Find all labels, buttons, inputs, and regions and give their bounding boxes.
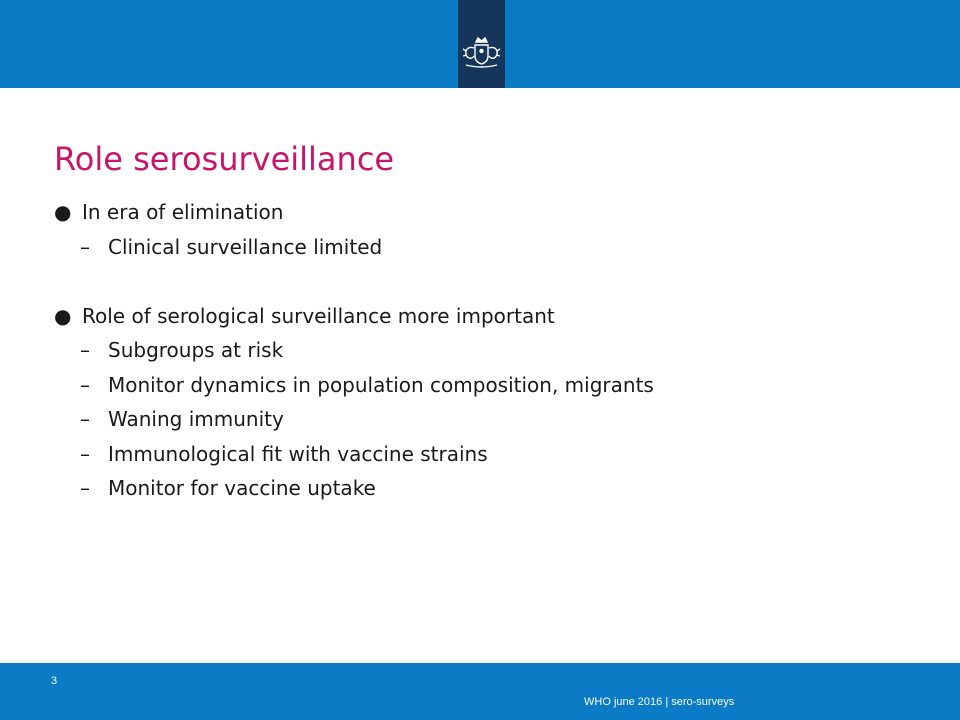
bullet-marker: ●	[54, 200, 72, 224]
sub-bullet-item	[54, 230, 934, 265]
sub-bullet-text: Waning immunity	[108, 407, 284, 431]
sub-bullet-item	[54, 333, 934, 368]
bullet-list	[54, 195, 934, 506]
sub-bullet-text: Clinical surveillance limited	[108, 234, 383, 259]
sub-bullet-marker: –	[80, 476, 90, 500]
bullet-item	[54, 195, 934, 230]
sub-bullet-marker: –	[80, 407, 90, 431]
coat-of-arms-icon	[460, 36, 503, 70]
bullet-text: Role of serological surveillance more important	[82, 303, 555, 328]
bullet-text: In era of elimination	[82, 200, 284, 224]
sub-bullet-text: Immunological fit with vaccine strains	[108, 441, 488, 466]
logo	[458, 0, 505, 88]
page-number: 3	[51, 675, 58, 687]
sub-bullet-marker: –	[80, 338, 90, 362]
sub-bullet-item	[54, 437, 934, 472]
spacer	[54, 264, 934, 299]
bullet-marker: ●	[54, 303, 72, 328]
sub-bullet-marker: –	[80, 441, 90, 466]
sub-bullet-item	[54, 471, 934, 506]
footer-bar	[0, 663, 960, 720]
sub-bullet-text: Monitor dynamics in population composition, migrants	[108, 372, 654, 397]
sub-bullet-item	[54, 368, 934, 403]
sub-bullet-text: Monitor for vaccine uptake	[108, 476, 376, 500]
sub-bullet-marker: –	[80, 372, 90, 397]
sub-bullet-item	[54, 402, 934, 437]
footer-text: WHO june 2016 | sero-surveys	[584, 696, 735, 708]
slide-title: Role serosurveillance	[54, 140, 395, 178]
sub-bullet-marker: –	[80, 234, 90, 259]
sub-bullet-text: Subgroups at risk	[108, 338, 284, 362]
bullet-item	[54, 299, 934, 334]
